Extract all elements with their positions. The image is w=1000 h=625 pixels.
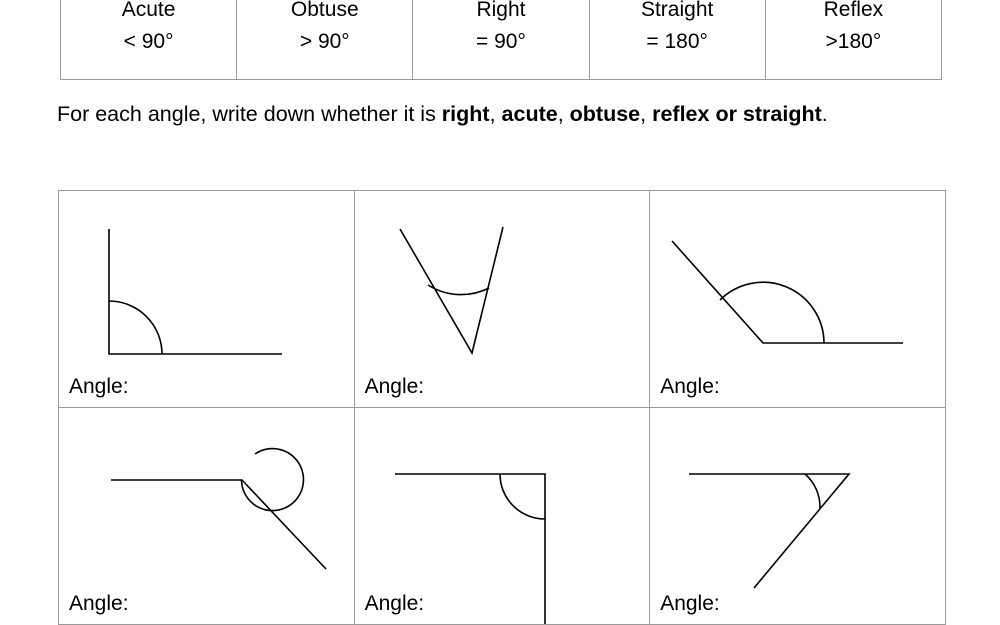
definition-term: Straight bbox=[640, 0, 714, 21]
instruction-bold-reflex-straight: reflex or straight bbox=[652, 102, 822, 126]
angle-label-5: Angle: bbox=[364, 592, 425, 615]
question-cell-5 bbox=[354, 408, 650, 625]
instruction-text bbox=[57, 94, 957, 135]
table-row bbox=[59, 191, 946, 408]
instruction-sep-1: , bbox=[489, 102, 502, 126]
definition-cell-acute bbox=[61, 0, 237, 80]
table-row bbox=[61, 0, 942, 80]
instruction-sep-3: , bbox=[640, 102, 653, 126]
instruction-bold-obtuse: obtuse bbox=[569, 102, 641, 126]
definition-cell-reflex bbox=[765, 0, 941, 80]
angle-label-1: Angle: bbox=[69, 375, 129, 398]
angle-label-2: Angle: bbox=[364, 375, 425, 398]
definition-term: Reflex bbox=[823, 0, 884, 21]
instruction-prefix: For each angle, write down whether it is bbox=[57, 102, 442, 126]
definition-value: < 90° bbox=[123, 30, 174, 53]
angle-definitions-table bbox=[60, 0, 942, 80]
instruction-suffix: . bbox=[821, 102, 828, 126]
question-4-content bbox=[59, 408, 354, 624]
question-1-content bbox=[59, 191, 354, 407]
angle-label-3: Angle: bbox=[660, 375, 720, 398]
definition-value: = 180° bbox=[646, 30, 708, 53]
question-cell-3 bbox=[650, 191, 946, 408]
definition-cell-right bbox=[413, 0, 589, 80]
question-cell-2 bbox=[354, 191, 650, 408]
definition-term: Obtuse bbox=[290, 0, 359, 21]
table-row bbox=[59, 408, 946, 625]
question-2-content bbox=[355, 191, 650, 407]
instruction-bold-right: right bbox=[441, 102, 490, 126]
question-3-content bbox=[650, 191, 945, 407]
definition-value: = 90° bbox=[476, 30, 526, 53]
angle-questions-grid bbox=[58, 190, 946, 625]
definition-term: Right bbox=[476, 0, 526, 21]
angle-label-4: Angle: bbox=[69, 592, 129, 615]
question-cell-1 bbox=[59, 191, 355, 408]
definition-cell-straight bbox=[589, 0, 765, 80]
definition-cell-obtuse bbox=[237, 0, 413, 80]
question-5-content bbox=[355, 408, 650, 624]
definition-term: Acute bbox=[121, 0, 176, 21]
instruction-sep-2: , bbox=[557, 102, 570, 126]
question-6-content bbox=[650, 408, 945, 624]
instruction-bold-acute: acute bbox=[501, 102, 558, 126]
definition-value: > 90° bbox=[299, 30, 350, 53]
question-cell-4 bbox=[59, 408, 355, 625]
definition-value: >180° bbox=[825, 30, 882, 53]
question-cell-6 bbox=[650, 408, 946, 625]
angle-label-6: Angle: bbox=[660, 592, 720, 615]
